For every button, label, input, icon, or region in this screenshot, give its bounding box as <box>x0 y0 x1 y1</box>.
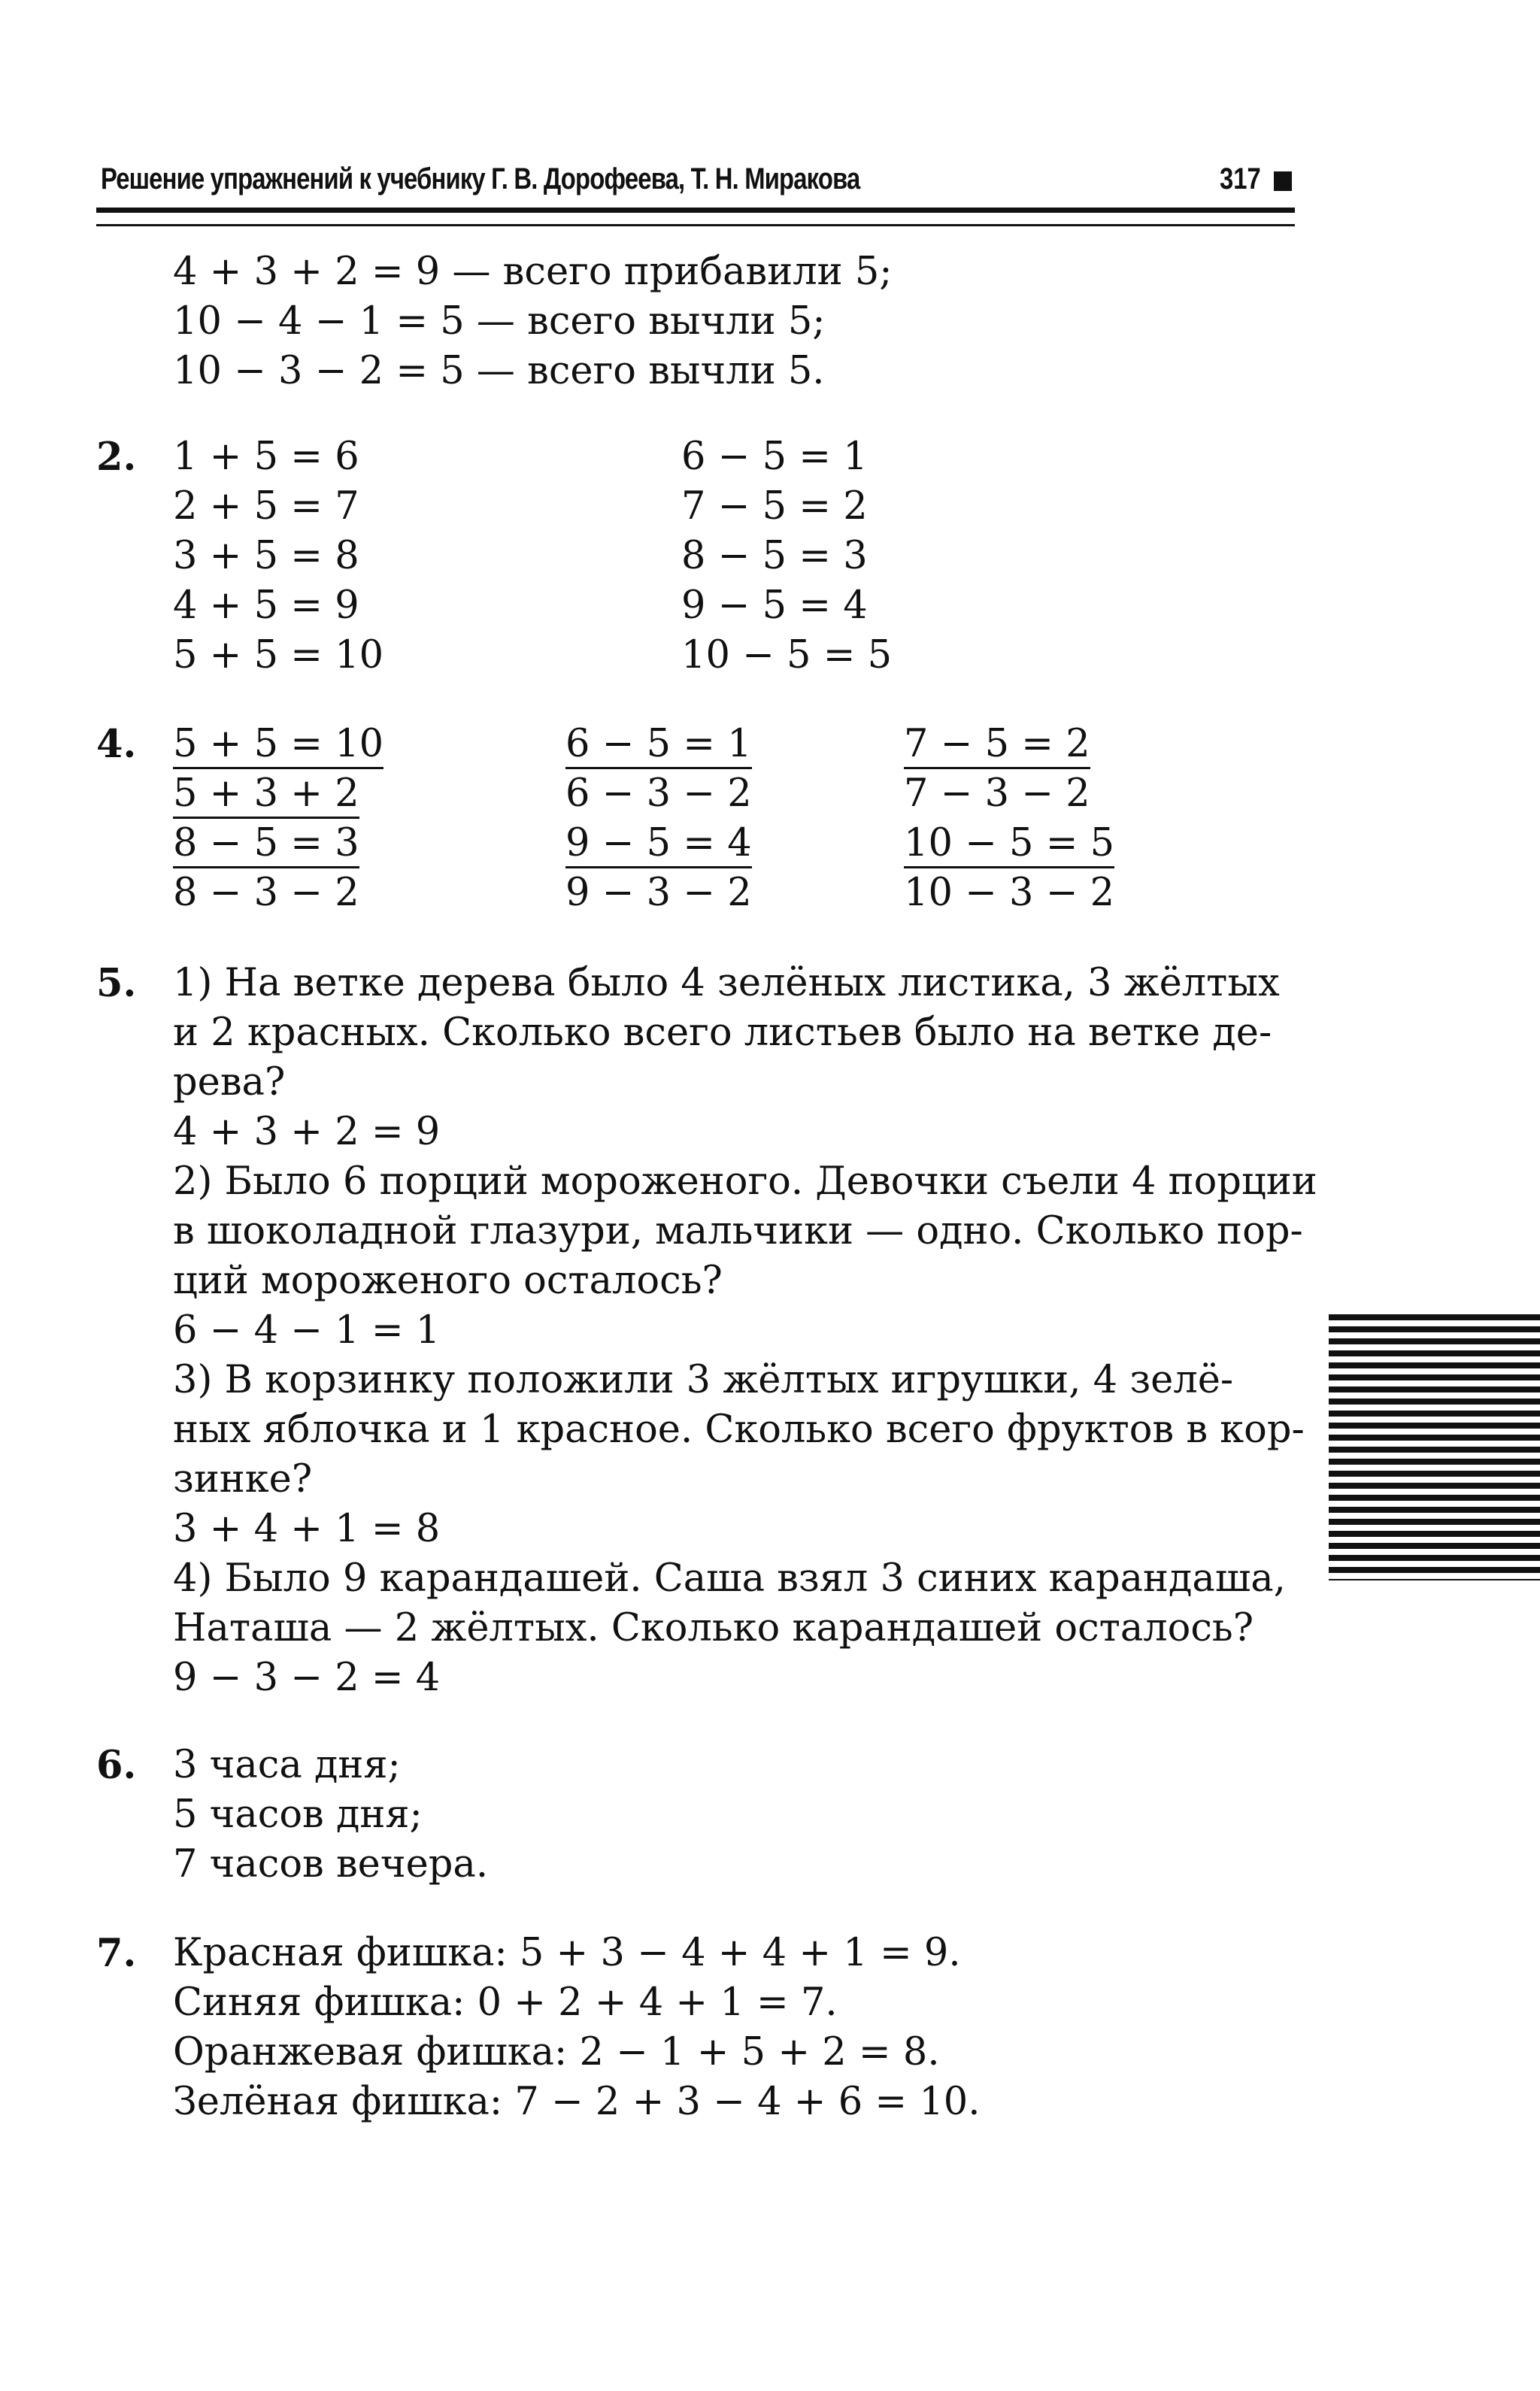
task6-line: 5 часов дня; <box>173 1792 423 1837</box>
task5-line: 1) На ветке дерева было 4 зелёных листика, 3 жёлтых <box>173 961 1280 1005</box>
task2-right-item: 8 − 5 = 3 <box>681 534 868 578</box>
task5-line: рева? <box>173 1060 286 1105</box>
task5-line: 6 − 4 − 1 = 1 <box>173 1308 441 1353</box>
thumb-index-stripes <box>1329 1314 1540 1580</box>
task2-right-item: 6 − 5 = 1 <box>681 435 868 479</box>
task-number: 2. <box>96 435 137 480</box>
header-rule-thin <box>96 224 1295 226</box>
header-square-marker <box>1274 171 1292 191</box>
task-number: 6. <box>96 1743 137 1788</box>
intro-line: 10 − 3 − 2 = 5 — всего вычли 5. <box>173 349 825 393</box>
task4-expression: 5 + 3 + 2 <box>173 771 359 819</box>
task5-line: Наташа — 2 жёлтых. Сколько карандашей осталось? <box>173 1606 1254 1650</box>
task7-line: Красная фишка: 5 + 3 − 4 + 4 + 1 = 9. <box>173 1931 961 1975</box>
task-number: 4. <box>96 722 137 767</box>
task4-expression: 9 − 3 − 2 <box>565 871 752 915</box>
task6-line: 3 часа дня; <box>173 1743 401 1787</box>
page-number: 317 <box>1220 162 1261 195</box>
task2-left-item: 4 + 5 = 9 <box>173 583 359 628</box>
running-header-title: Решение упражнений к учебнику Г. В. Дорофеева, Т. Н. Миракова <box>101 162 860 195</box>
task4-equation: 7 − 5 = 2 <box>904 722 1090 769</box>
task5-line: 9 − 3 − 2 = 4 <box>173 1656 441 1700</box>
task5-line: 3 + 4 + 1 = 8 <box>173 1507 441 1551</box>
task7-line: Оранжевая фишка: 2 − 1 + 5 + 2 = 8. <box>173 2030 940 2074</box>
task2-left-item: 2 + 5 = 7 <box>173 484 359 529</box>
task2-left-item: 1 + 5 = 6 <box>173 435 359 479</box>
task2-right-item: 9 − 5 = 4 <box>681 583 868 628</box>
task4-equation: 9 − 5 = 4 <box>565 821 752 868</box>
task5-line: 3) В корзинку положили 3 жёлтых игрушки, 4 зелё- <box>173 1358 1234 1402</box>
task7-line: Синяя фишка: 0 + 2 + 4 + 1 = 7. <box>173 1980 838 2025</box>
task2-right-item: 7 − 5 = 2 <box>681 484 868 529</box>
task2-left-item: 3 + 5 = 8 <box>173 534 359 578</box>
intro-line: 10 − 4 − 1 = 5 — всего вычли 5; <box>173 299 826 344</box>
task2-left-item: 5 + 5 = 10 <box>173 633 384 677</box>
task4-equation: 5 + 5 = 10 <box>173 722 383 769</box>
task4-expression: 8 − 3 − 2 <box>173 871 359 915</box>
task4-equation: 6 − 5 = 1 <box>565 722 752 769</box>
task-number: 7. <box>96 1931 137 1976</box>
task5-line: 4 + 3 + 2 = 9 <box>173 1110 441 1154</box>
task-number: 5. <box>96 961 137 1006</box>
task6-line: 7 часов вечера. <box>173 1842 489 1886</box>
task4-expression: 6 − 3 − 2 <box>565 771 752 816</box>
header-rule-thick <box>96 208 1295 213</box>
task5-line: в шоколадной глазури, мальчики — одно. Сколько пор- <box>173 1209 1303 1253</box>
task4-equation: 8 − 5 = 3 <box>173 821 359 868</box>
task5-line: зинке? <box>173 1457 313 1502</box>
task2-right-item: 10 − 5 = 5 <box>681 633 893 677</box>
task5-line: 4) Было 9 карандашей. Саша взял 3 синих карандаша, <box>173 1556 1286 1601</box>
task4-equation: 10 − 5 = 5 <box>904 821 1114 868</box>
task4-expression: 10 − 3 − 2 <box>904 871 1115 915</box>
task4-expression: 7 − 3 − 2 <box>904 771 1090 816</box>
task5-line: и 2 красных. Сколько всего листьев было на ветке де- <box>173 1011 1272 1055</box>
task5-line: 2) Было 6 порций мороженого. Девочки съели 4 порции <box>173 1159 1317 1204</box>
task5-line: ных яблочка и 1 красное. Сколько всего фруктов в кор- <box>173 1408 1305 1452</box>
intro-line: 4 + 3 + 2 = 9 — всего прибавили 5; <box>173 250 893 294</box>
task5-line: ций мороженого осталось? <box>173 1259 723 1303</box>
task7-line: Зелёная фишка: 7 − 2 + 3 − 4 + 6 = 10. <box>173 2080 981 2124</box>
